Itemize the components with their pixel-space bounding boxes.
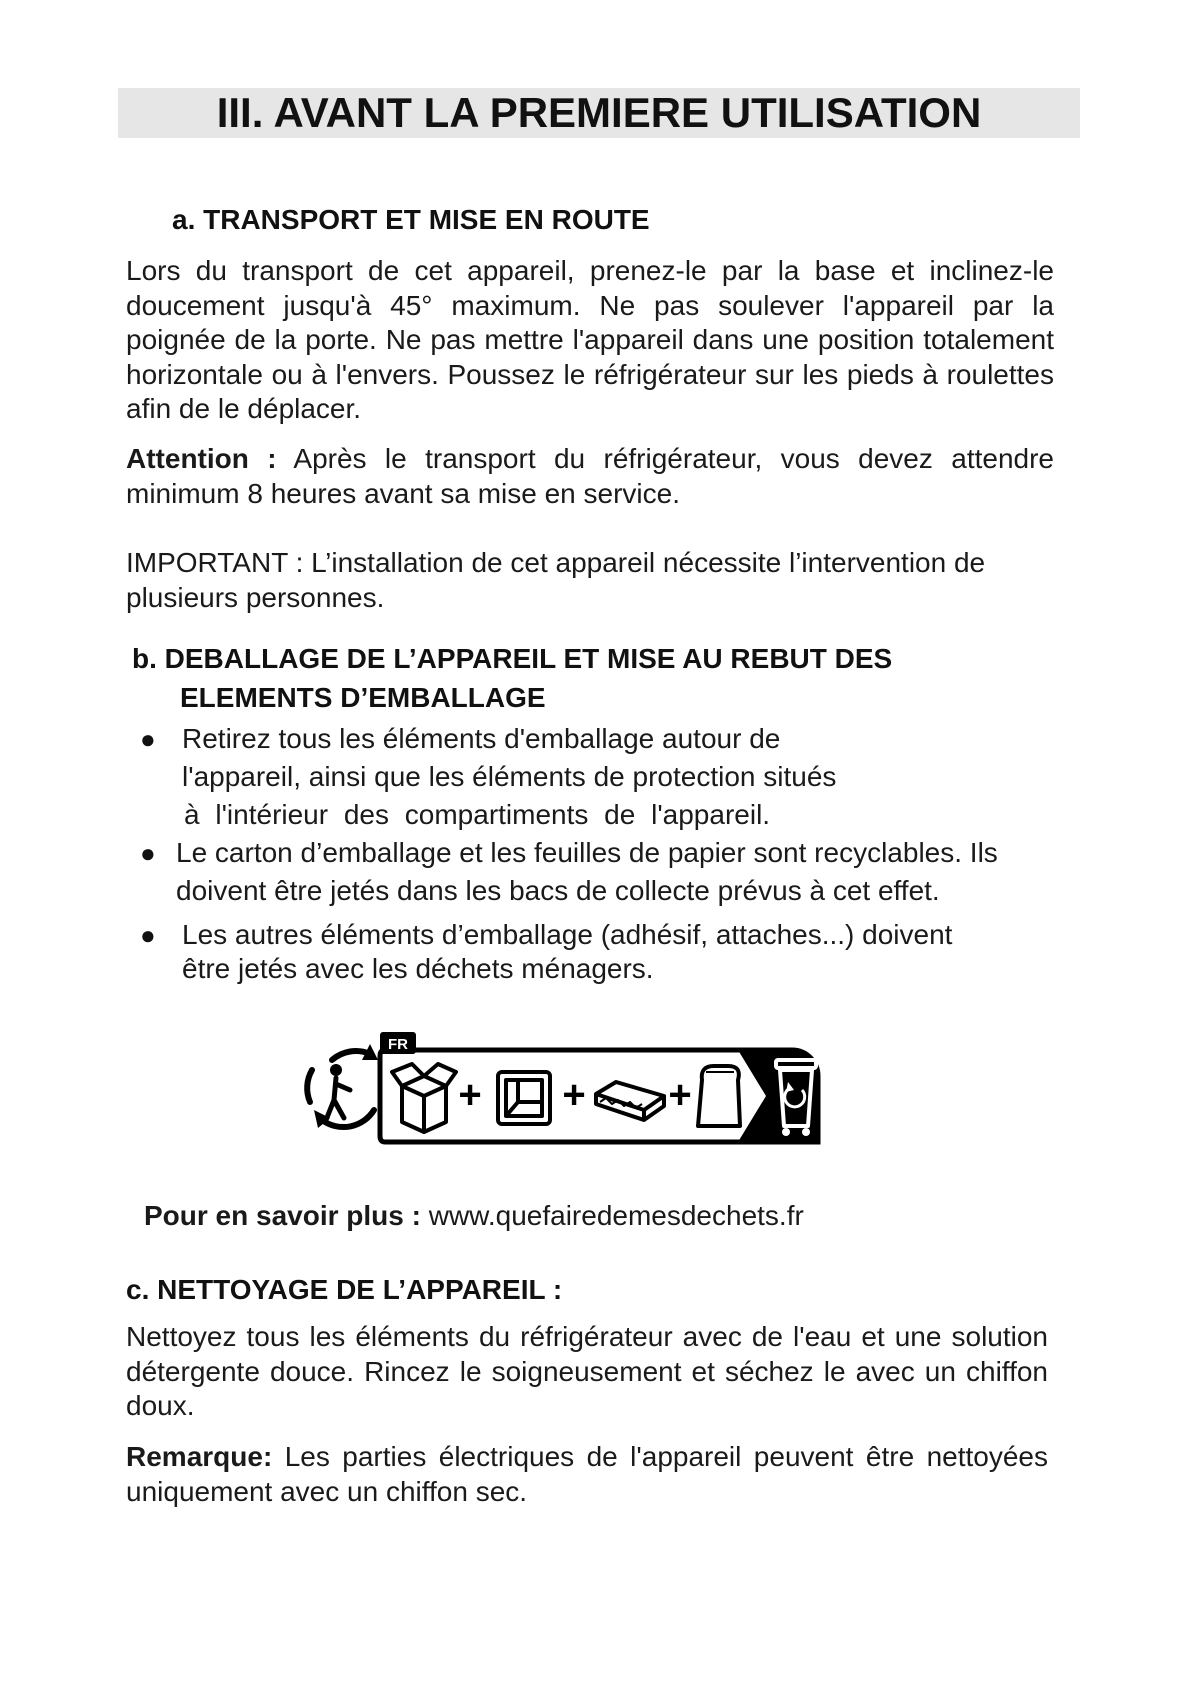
attention-note [126, 442, 1054, 511]
attention-label: Attention : [126, 443, 277, 474]
more-info [144, 1198, 804, 1234]
remark-text: Les parties électriques de l'appareil peuvent être nettoyées uniquement avec un chiffon sec. [126, 1441, 1048, 1507]
attention-text: Après le transport du réfrigérateur, vous devez attendre minimum 8 heures avant sa mise en service. [126, 443, 1054, 509]
info-tri-logo [292, 1030, 914, 1156]
svg-text:+: + [562, 1073, 586, 1117]
important-note: IMPORTANT : L’installation de cet appareil nécessite l’intervention de plusieurs personnes. [126, 547, 986, 613]
section-a-paragraph: Lors du transport de cet appareil, prenez-le par la base et inclinez-le doucement jusqu'à 45° maximum. Ne pas soulever l'appareil par la poignée de la porte. Ne pas mettre l'appareil dans une position totalement horizontale ou à l'envers. Poussez le réfrigérateur sur les pieds à roulettes afin de le déplacer. [126, 255, 1054, 424]
box-insert-icon [498, 1072, 550, 1124]
bullet-3-line-1: Les autres éléments d’emballage (adhésif, attaches...) doivent [182, 919, 953, 950]
section-c-heading: c. NETTOYAGE DE L’APPAREIL : [126, 1274, 563, 1305]
more-info-url[interactable]: www.quefairedemesdechets.fr [428, 1200, 804, 1231]
page-title: III. AVANT LA PREMIERE UTILISATION [216, 89, 982, 136]
bullet-3-line-2: être jetés avec les déchets ménagers. [182, 953, 654, 984]
bullet-2-line-2: doivent être jetés dans les bacs de collecte prévus à cet effet. [176, 875, 940, 906]
bullet-2-line-1: Le carton d’emballage et les feuilles de papier sont recyclables. Ils [176, 837, 998, 868]
paper-bag-icon [698, 1066, 740, 1126]
section-b-heading-line1: b. DEBALLAGE DE L’APPAREIL ET MISE AU REBUT DES [132, 643, 893, 674]
section-b-heading-line2: ELEMENTS D’EMBALLAGE [180, 682, 546, 713]
cardboard-box-icon [392, 1064, 456, 1132]
bullet-1-line-1: Retirez tous les éléments d'emballage autour de [182, 723, 781, 754]
bullet-icon: ● [140, 838, 156, 868]
bullet-1-line-2: l'appareil, ainsi que les éléments de protection situés [182, 761, 837, 792]
svg-text:+: + [458, 1073, 482, 1117]
svg-text:+: + [668, 1073, 692, 1117]
bullet-icon: ● [140, 920, 156, 950]
bullet-1-line-3: à l'intérieur des compartiments de l'appareil. [184, 799, 771, 830]
section-a-heading: a. TRANSPORT ET MISE EN ROUTE [172, 204, 650, 235]
section-c-paragraph: Nettoyez tous les éléments du réfrigérateur avec de l'eau et une solution détergente douce. Rincez le soigneusement et séchez le avec un chiffon doux. [126, 1321, 1048, 1421]
bullet-icon: ● [140, 724, 156, 754]
remark-label: Remarque: [126, 1441, 273, 1472]
remark-note [126, 1440, 1048, 1509]
country-label: FR [388, 1036, 408, 1053]
corrugated-sheet-icon [596, 1082, 664, 1120]
triman-icon [307, 1044, 378, 1128]
more-info-label: Pour en savoir plus : [144, 1200, 421, 1231]
